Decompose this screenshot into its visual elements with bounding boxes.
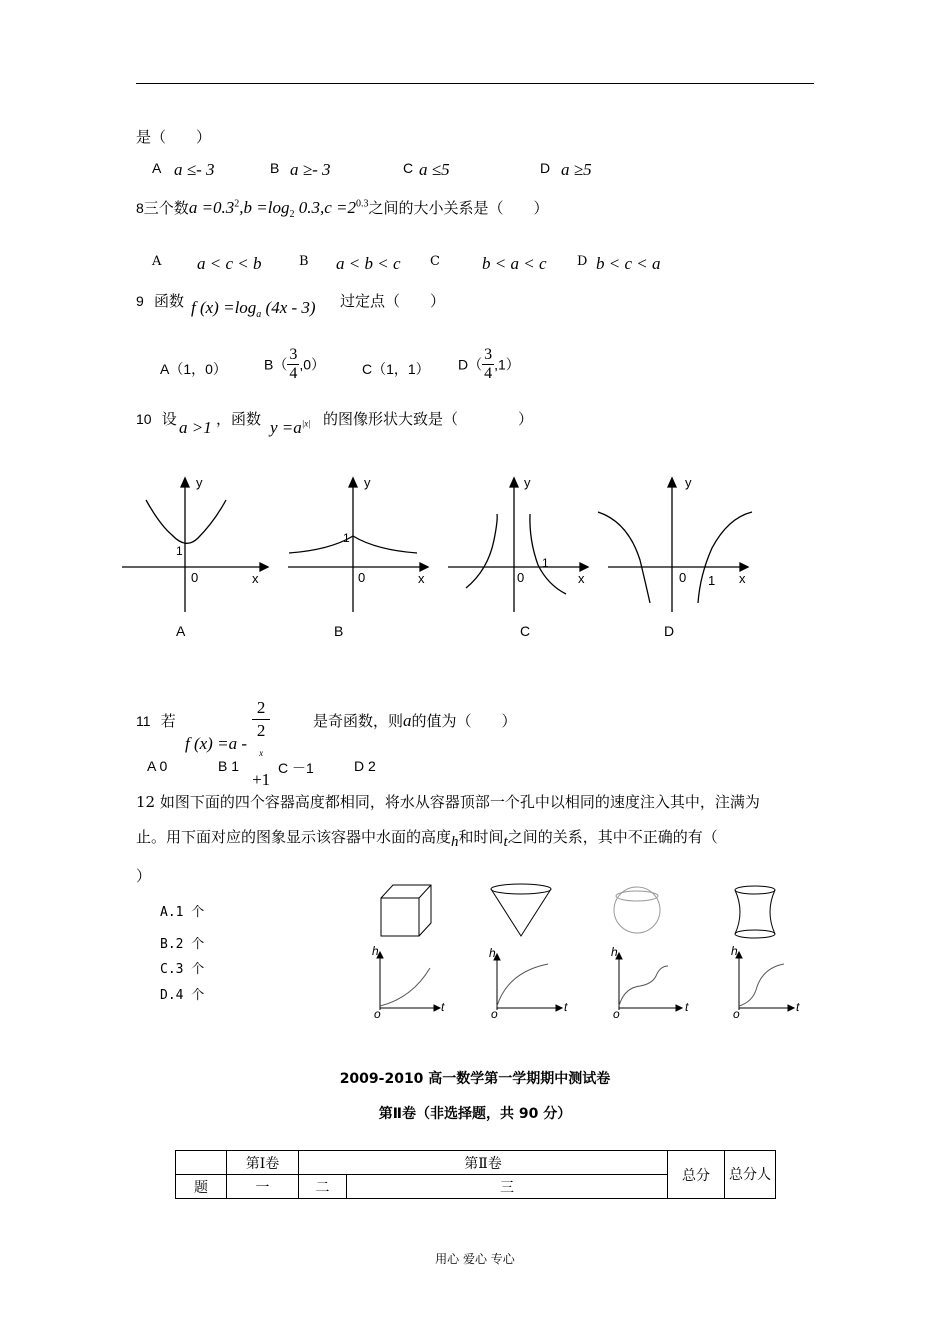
ht-graph-4	[736, 952, 794, 1011]
ht-graph-2	[494, 954, 562, 1011]
q9-stem: 9 函数	[136, 292, 184, 310]
q8-option-d: b < c < a	[596, 254, 661, 273]
q11-option-b: B 1	[218, 758, 240, 774]
q8-option-a-letter: A	[152, 254, 162, 269]
q12-line1: 12 如图下面的四个容器高度都相同，将水从容器顶部一个孔中以相同的速度注入其中，注满为	[136, 793, 760, 811]
ht4-t: t	[796, 1000, 800, 1014]
ht1-t: t	[441, 1000, 445, 1014]
q10-post: 的图像形状大致是（ ）	[323, 410, 534, 428]
q8-option-c: b < a < c	[482, 254, 547, 273]
one-label-d: 1	[708, 573, 716, 588]
table-cell-yi: 一	[227, 1175, 299, 1199]
q12-option-c: C.3 个	[160, 962, 205, 977]
q11-option-c: C －1	[278, 760, 314, 776]
table-header-juan1: 第Ⅰ卷	[227, 1151, 299, 1175]
y-label-d: y	[685, 475, 692, 490]
q8-option-c-letter: C	[430, 254, 440, 269]
one-label-a: 1	[176, 544, 183, 558]
ht-graph-1	[377, 952, 440, 1011]
q7-option-c: a ≤5	[419, 160, 450, 179]
q10-mid: ，函数	[216, 410, 262, 428]
q11-expr: f (x) =a - 2 2 $^x$ +1	[185, 698, 271, 789]
ht2-h: h	[489, 946, 496, 960]
table-cell-san: 三	[347, 1175, 668, 1199]
one-label-b: 1	[343, 531, 350, 545]
q12-line2: 止。用下面对应的图象显示该容器中水面的高度h和时间t之间的关系，其中不正确的有（	[136, 828, 718, 850]
o-label-c: 0	[517, 570, 525, 585]
q11-option-d: D 2	[354, 758, 376, 774]
section-subtitle: 第Ⅱ卷（非选择题，共 90 分）	[378, 1106, 572, 1122]
ht1-h: h	[372, 944, 379, 958]
q11-post: 是奇函数，则a的值为（ ）	[313, 711, 517, 730]
y-label-c: y	[524, 475, 531, 490]
container-cone	[491, 884, 551, 936]
table-header-juan2: 第Ⅱ卷	[299, 1151, 668, 1175]
q7-option-c-letter: C	[403, 160, 414, 176]
q9-post: 过定点（ ）	[340, 292, 446, 310]
q9-expr: f $(x) =\log_a$ (4x - 3)	[191, 298, 316, 321]
q7-option-a: a ≤- 3	[174, 160, 215, 179]
q10-option-d: D	[664, 623, 675, 639]
x-label-c: x	[578, 571, 585, 586]
table-cell-ti: 题	[176, 1175, 227, 1199]
ht-graph-3	[616, 953, 682, 1011]
q10-option-b: B	[334, 623, 344, 639]
q8-option-a: a < c < b	[197, 254, 262, 273]
q7-option-b-letter: B	[270, 160, 280, 176]
x-label-d: x	[739, 571, 746, 586]
q10-option-a: A	[176, 623, 186, 639]
page-footer: 用心 爱心 专心	[435, 1252, 515, 1266]
ht4-o: o	[733, 1007, 740, 1021]
q9-option-a: A（1，0）	[160, 361, 227, 377]
q12-line3: ）	[136, 867, 152, 885]
ht2-o: o	[491, 1007, 498, 1021]
table-cell-empty	[176, 1151, 227, 1175]
ht3-h: h	[611, 945, 618, 959]
section-title: 2009-2010 高一数学第一学期期中测试卷	[339, 1071, 611, 1087]
q11-stem: 11 若	[136, 712, 176, 730]
q11-option-a: A 0	[147, 758, 168, 774]
q9-option-b: B（ $\frac{3}{4}$ ,0）	[264, 346, 326, 382]
q7-option-b: a ≥- 3	[290, 160, 331, 179]
ht2-t: t	[564, 1000, 568, 1014]
q7-option-a-letter: A	[152, 160, 162, 176]
q8-stem: 8三个数$a =0.3^2,b =\log_2$ $0.3,c =2^{0.3}$之间的大小关系是（ ）	[136, 198, 549, 221]
q9-option-d: D（ $\frac{3}{4}$ ,1）	[458, 346, 520, 382]
q7-tail: 是（ ）	[136, 128, 212, 146]
table-header-total: 总分	[668, 1151, 725, 1199]
container-sphere	[614, 887, 660, 933]
q7-option-d: a ≥5	[561, 160, 592, 179]
q12-option-b: B.2 个	[160, 937, 205, 952]
o-label-b: 0	[358, 570, 366, 585]
ht3-t: t	[685, 1000, 689, 1014]
q8-option-d-letter: D	[577, 254, 588, 269]
y-label-b: y	[364, 475, 371, 490]
q7-option-d-letter: D	[540, 160, 551, 176]
y-label-a: y	[196, 475, 203, 490]
q10-cond: a >1	[179, 418, 212, 437]
score-table	[175, 1150, 776, 1199]
q8-option-b: a < b < c	[336, 254, 401, 273]
one-label-c: 1	[542, 556, 549, 570]
q10-expr: $y =a^{|x|}$	[270, 418, 311, 437]
ht4-h: h	[731, 944, 738, 958]
ht3-o: o	[613, 1007, 620, 1021]
q10-option-c: C	[520, 623, 531, 639]
q9-option-c: C（1，1）	[362, 361, 430, 377]
q12-option-a: A.1 个	[160, 905, 205, 920]
o-label-a: 0	[191, 570, 199, 585]
ht1-o: o	[374, 1007, 381, 1021]
o-label-d: 0	[679, 570, 687, 585]
table-header-scorer: 总分人	[725, 1151, 776, 1199]
q10-stem: 10 设	[136, 410, 177, 428]
table-cell-er: 二	[299, 1175, 347, 1199]
container-hourglass	[735, 886, 775, 938]
x-label-a: x	[252, 571, 259, 586]
x-label-b: x	[418, 571, 425, 586]
q12-option-d: D.4 个	[160, 988, 205, 1003]
container-cube	[381, 885, 431, 936]
q8-option-b-letter: B	[299, 254, 309, 269]
